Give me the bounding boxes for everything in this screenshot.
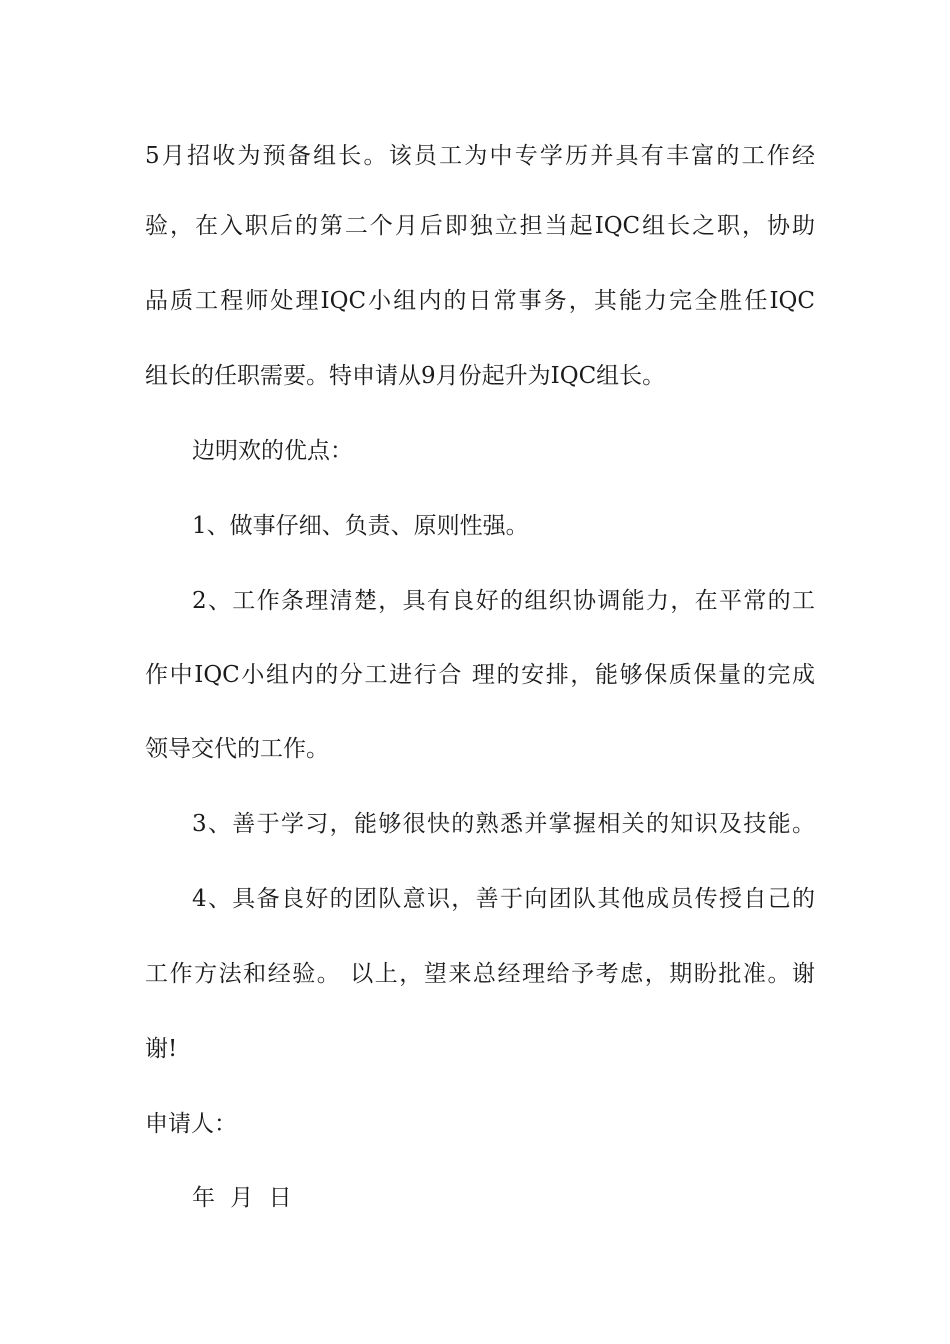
body-text-line: 组长的任职需要。特申请从9月份起升为IQC组长。 (145, 363, 666, 389)
applicant-label: 申请人： (145, 1111, 237, 1137)
list-item: 2、工作条理清楚，具有良好的组织协调能力，在平常的工 (192, 588, 815, 614)
body-text-line: 工作方法和经验。 以上，望来总经理给予考虑，期盼批准。谢 (145, 961, 815, 987)
body-text-line: 领导交代的工作。 (145, 736, 329, 762)
body-text-line: 验，在入职后的第二个月后即独立担当起IQC组长之职，协助 (145, 213, 815, 239)
section-heading: 边明欢的优点： (192, 438, 353, 464)
body-text-line: 5月招收为预备组长。该员工为中专学历并具有丰富的工作经 (145, 143, 815, 169)
list-item: 4、具备良好的团队意识，善于向团队其他成员传授自己的 (192, 886, 815, 912)
list-item: 1、做事仔细、负责、原则性强。 (192, 513, 529, 539)
body-text-line: 作中IQC小组内的分工进行合 理的安排，能够保质保量的完成 (145, 662, 815, 688)
list-item: 3、善于学习，能够很快的熟悉并掌握相关的知识及技能。 (192, 811, 815, 837)
body-text-line: 品质工程师处理IQC小组内的日常事务，其能力完全胜任IQC (145, 288, 815, 314)
body-text-line: 谢! (145, 1036, 178, 1062)
date-line: 年 月 日 (192, 1185, 292, 1211)
